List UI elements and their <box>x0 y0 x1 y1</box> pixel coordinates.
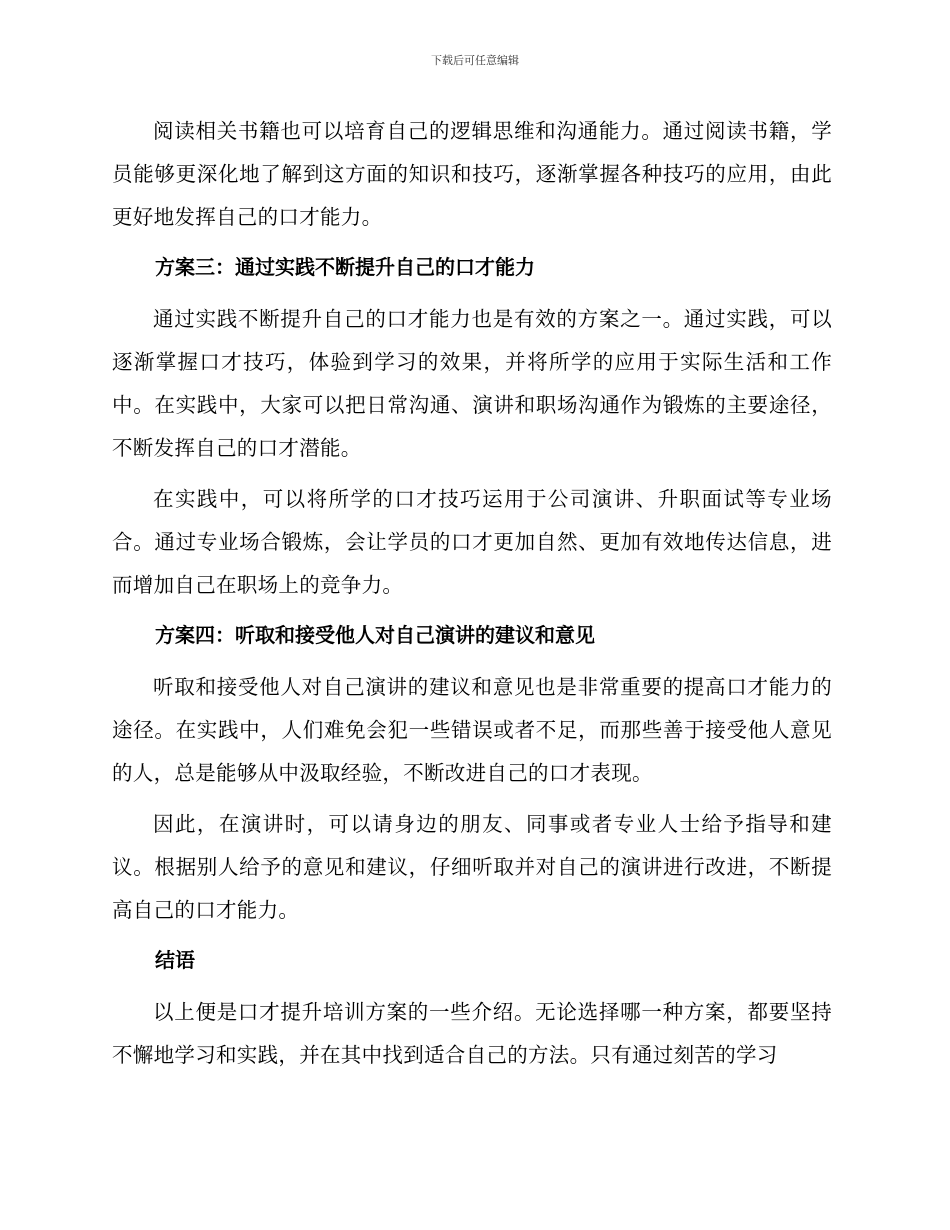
paragraph-ask-guidance: 因此，在演讲时，可以请身边的朋友、同事或者专业人士给予指导和建议。根据别人给予的意见和建议，仔细听取并对自己的演讲进行改进，不断提高自己的口才能力。 <box>112 812 832 922</box>
document-body <box>112 110 832 1085</box>
heading-plan-four: 方案四：听取和接受他人对自己演讲的建议和意见 <box>155 623 595 647</box>
paragraph-practice-professional: 在实践中，可以将所学的口才技巧运用于公司演讲、升职面试等专业场合。通过专业场合锻炼，会让学员的口才更加自然、更加有效地传达信息，进而增加自己在职场上的竞争力。 <box>112 487 832 597</box>
page-header-note: 下载后可任意编辑 <box>431 54 519 67</box>
heading-conclusion: 结语 <box>155 948 195 972</box>
paragraph-accept-advice: 听取和接受他人对自己演讲的建议和意见也是非常重要的提高口才能力的途径。在实践中，人们难免会犯一些错误或者不足，而那些善于接受他人意见的人，总是能够从中汲取经验，不断改进自己的口才表现。 <box>112 675 832 785</box>
paragraph-practice-intro: 通过实践不断提升自己的口才能力也是有效的方案之一。通过实践，可以逐渐掌握口才技巧，体验到学习的效果，并将所学的应用于实际生活和工作中。在实践中，大家可以把日常沟通、演讲和职场沟通作为锻炼的主要途径，不断发挥自己的口才潜能。 <box>112 307 832 460</box>
paragraph-conclusion: 以上便是口才提升培训方案的一些介绍。无论选择哪一种方案，都要坚持不懈地学习和实践，并在其中找到适合自己的方法。只有通过刻苦的学习 <box>112 1000 832 1067</box>
heading-plan-three: 方案三：通过实践不断提升自己的口才能力 <box>155 255 535 279</box>
paragraph-reading-books: 阅读相关书籍也可以培育自己的逻辑思维和沟通能力。通过阅读书籍，学员能够更深化地了解到这方面的知识和技巧，逐渐掌握各种技巧的应用，由此更好地发挥自己的口才能力。 <box>112 119 832 229</box>
